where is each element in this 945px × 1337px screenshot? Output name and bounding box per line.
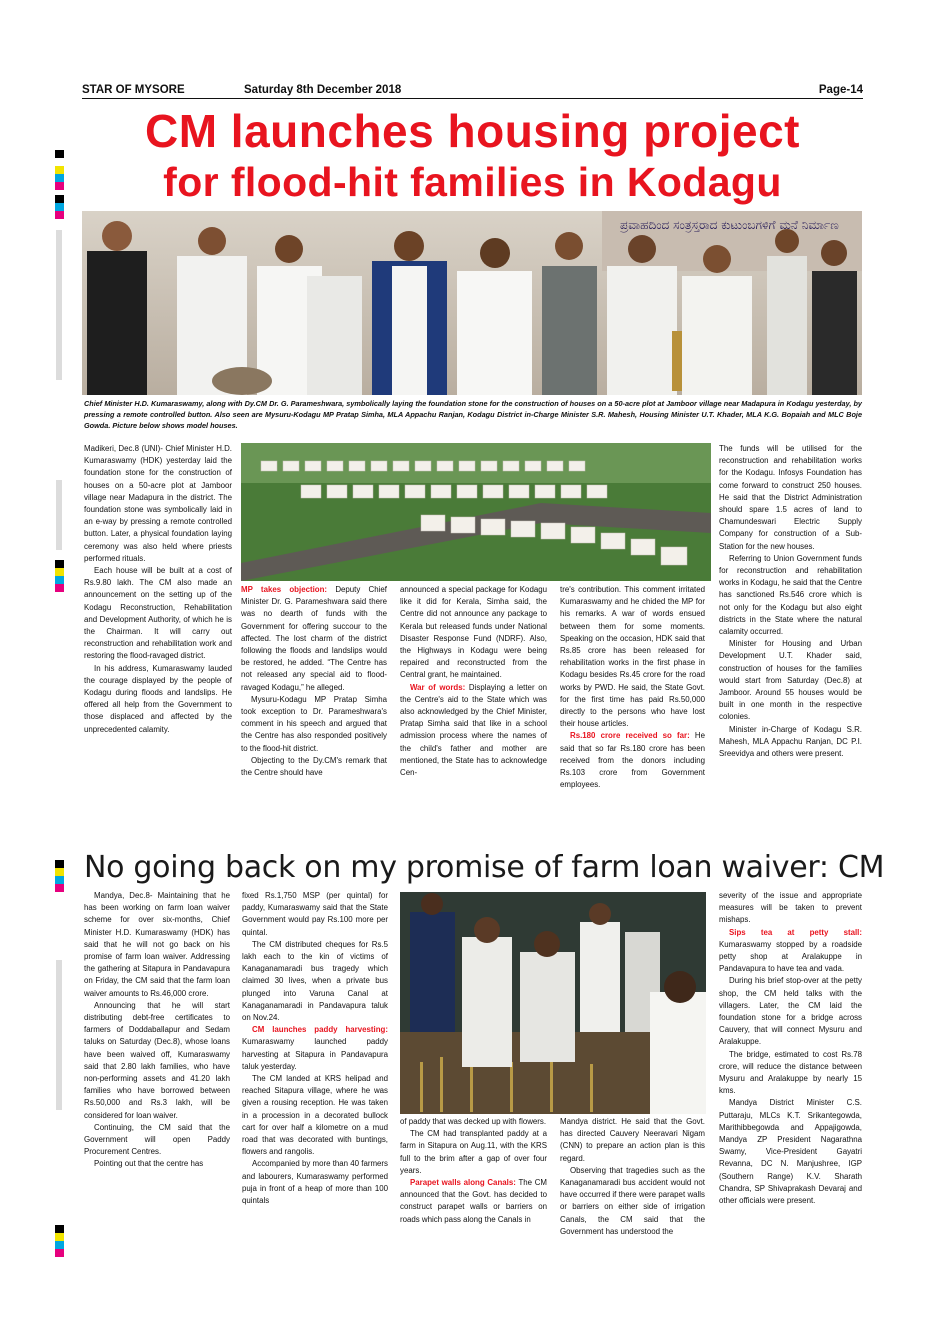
paragraph: Continuing, the CM said that the Government will open Paddy Procurement Centres. — [84, 1122, 230, 1157]
gray-bar-left-2 — [56, 480, 62, 550]
paragraph: Mysuru-Kodagu MP Pratap Simha took exception to Dr. Parameshwara's comment in his speech and argued that the Centre has also responded positively to the flood-hit district. — [241, 694, 387, 753]
subhead-parapet-walls: Parapet walls along Canals: — [410, 1178, 516, 1188]
paragraph: Displaying a letter on the Centre's aid to the State which was also acknowledged by the Chief Minister, Pratap Simha said that like in a school admission process where the names of the child's father and mother are mentioned, the State has to acknowledge Cen- — [400, 682, 548, 778]
registration-mark-bottom — [55, 1225, 64, 1257]
paragraph: The CM distributed cheques for Rs.5 lakh each to the kin of victims of Kanaganamaradi bus tragedy which claimed 30 lives, when a private bus plunged into Varuna Canal at Kanaganamaradi in Pandavapura taluk on Nov.24. — [242, 939, 388, 1023]
story2-headline: No going back on my promise of farm loan waiver: CM — [84, 850, 885, 885]
paragraph: The CM landed at KRS helipad and reached Sitapura village, where he was given a rousing reception. He was taken in a procession in a decorated bullock cart for over half a kilometre on a mud road that was decorated with buntings, flowers and rangolis. — [242, 1074, 388, 1157]
paragraph: Mandya District Minister C.S. Puttaraju, MLCs K.T. Srikantegowda, Marithibbegowda and Appajigowda, Mandya ZP President Nagarathna Swamy, Vice-President Gayatri Revanna, DC N. Manjushree, IGP (Southern Range) K.V. Sharath Chandra, SP Shivaprakash Devaraj and other officials were present. — [719, 1098, 862, 1206]
headline-line-1: CM launches housing project — [144, 105, 800, 157]
paragraph: Madikeri, Dec.8 (UNI)- Chief Minister H.D. Kumaraswamy (HDK) yesterday laid the foundation stone for the construction of houses on a 50-acre plot at Jamboor village near Madapura in the district. The foundation stone was symbolically laid in an e-way by pressing a remote controlled button. Later, a physical foundation laying ceremony was also held where priests performed rituals. — [84, 444, 232, 563]
story2-column-4 — [560, 1116, 705, 1238]
paragraph: Minister for Housing and Urban Development U.T. Khader said, construction of houses for the families would start from Saturday (Dec.8) at Jamboor. Around 55 houses would be built in one month in the respective colonies. — [719, 639, 862, 722]
registration-mark-top — [55, 150, 64, 190]
paragraph: announced a special package for Kodagu like it did for Kerala, Simha said, the Centre did not announce any package to Kerala but released funds under National Disaster Response Fund (NDRF). Also, the Highways in Kodagu were being repaired and reconstructed from the Central grant, he maintained. — [400, 585, 547, 680]
subhead-rs180-crore: Rs.180 crore received so far: — [570, 731, 690, 741]
photo-caption: Chief Minister H.D. Kumaraswamy, along with Dy.CM Dr. G. Parameshwara, symbolically laying the foundation stone for the construction of houses on a 50-acre plot at Jamboor village near Madapura in Kodagu yesterday, by pressing a remote controlled button. Also seen are Mysuru-Kodagu MP Pratap Simha, MLA Appachu Ranjan, Kodagu District in-Charge Minister S.R. Mahesh, Housing Minister U.T. Khader, MLA K.G. Bopaiah and MLC Boje Gowda. Picture below shows model houses. — [84, 399, 862, 430]
paragraph: severity of the issue and appropriate measures will be taken to prevent mishaps. — [719, 891, 862, 925]
paragraph: The funds will be utilised for the reconstruction and rehabilitation works for the Kodagu. Infosys Foundation has come forward to construct 250 houses. He said that the District Administration should spare 1.5 acres of land to Chamundeswari Electric Supply Company for construction of a Sub-Station for the new houses. — [719, 444, 862, 551]
subhead-paddy-harvesting: CM launches paddy harvesting: — [252, 1025, 388, 1035]
gray-bar-left-3 — [56, 960, 62, 1110]
banner-text: ಪ್ರವಾಹದಿಂದ ಸಂತ್ರಸ್ತರಾದ ಕುಟುಂಬಗಳಿಗೆ ಮನೆ ನಿರ್ಮಾಣ — [620, 218, 839, 232]
foundation-ceremony-photo — [82, 211, 862, 395]
paragraph: The bridge, estimated to cost Rs.78 crore, will reduce the distance between Mysuru and Aralakuppe by nearly 15 kms. — [719, 1049, 862, 1096]
story1-column-4 — [560, 584, 705, 791]
headline-line-2: for flood-hit families in Kodagu — [163, 159, 782, 205]
story1-column-1 — [84, 443, 232, 736]
paragraph: In his address, Kumaraswamy lauded the courage displayed by the people of Kodagu during floods and landslips. He offered all help from the Government to those displaced and affected by the unprecedented calamity. — [84, 663, 232, 734]
paragraph: fixed Rs.1,750 MSP (per quintal) for paddy, Kumaraswamy said that the State Government would pay Rs.100 more per quintal. — [242, 891, 388, 937]
paragraph: Accompanied by more than 40 farmers and labourers, Kumaraswamy performed puja in front of a heap of more than 100 quintals — [242, 1159, 388, 1206]
registration-mark-mid — [55, 560, 64, 592]
page-number: Page-14 — [818, 84, 863, 96]
paragraph: The CM had transplanted paddy at a farm in Sitapura on Aug.11, with the KRS full to the brim after a gap of over four years. — [400, 1129, 547, 1175]
subhead-mp-objection: MP takes objection: — [241, 585, 328, 594]
paragraph: of paddy that was decked up with flowers. — [400, 1117, 547, 1126]
story1-column-2 — [241, 584, 387, 779]
paddy-harvest-photo — [400, 892, 706, 1114]
gray-bar-left — [56, 230, 62, 380]
paragraph: During his brief stop-over at the petty shop, the CM held talks with the villagers. Later, the CM laid the foundation stone for a bridge across Cauvery, that will connect Mysuru and Aralakuppe. — [719, 976, 862, 1047]
paragraph: tre's contribution. This comment irritated Kumaraswamy and he chided the MP for his remarks. A war of words ensued between them for some moments. Speaking on the occasion, HDK said that Rs.85 crore has been released for rehabilitation works in the first phase in Kodagu besides Rs.45 crore for the road works by PWD. He said, the State Govt. for the first time has paid Rs.50,000 directly to the persons who have lost their house articles. — [560, 585, 705, 729]
paragraph: Announcing that he will start distributing debt-free certificates to farmers of Doddaballapur and Sedam taluks on Saturday (Dec.8), whose loans have been waived off, Kumaraswamy said that 2.80 lakh families, who have non-performing assets and 41.20 lakh families who have borrowed between Rs.50,000 and Rs.3 lakh, will be considered for loan waiver. — [84, 1000, 230, 1120]
paragraph: Observing that tragedies such as the Kanaganamaradi bus accident would not have occurred if there were parapet walls or barriers on either side of irrigation Canals, the CM said that the Government has understood the — [560, 1165, 705, 1236]
paragraph: Referring to Union Government funds for reconstruction and rehabilitation works in Kodagu, he said that the Centre has sanctioned Rs.546 crore which is not only for the Kodagu but also eight districts in the State where the natural calamity occurred. — [719, 553, 862, 637]
registration-mark-top-2 — [55, 195, 64, 219]
paragraph: Minister in-Charge of Kodagu S.R. Mahesh, MLA Appachu Ranjan, DC P.I. Sreevidya and others were present. — [719, 724, 862, 759]
paragraph: Each house will be built at a cost of Rs.9.80 lakh. The CM also made an announcement on the setting up of the Kodagu Reconstruction, Rehabilitation and Development Authority, of which he is the Chairman. It will carry out reconstruction and rehabilitation work and restoring the flood-ravaged district. — [84, 566, 232, 661]
subhead-war-of-words: War of words: — [410, 682, 466, 692]
story2-column-1 — [84, 890, 230, 1171]
paragraph: Mandya district. He said that the Govt. has directed Cauvery Neeravari Nigam (CNN) to prepare an action plan is this regard. — [560, 1117, 705, 1163]
paragraph: Kumaraswamy launched paddy harvesting at Sitapura in Pandavapura taluk yesterday. — [242, 1037, 388, 1071]
story2-column-5 — [719, 890, 862, 1207]
paragraph: The CM announced that the Govt. has decided to construct parapet walls or barriers on roads which pass along the Canals in — [400, 1178, 547, 1224]
paragraph: Kumaraswamy stopped by a roadside petty shop at Aralakuppe in Pandavapura to have tea and vada. — [719, 939, 862, 974]
story2-column-3 — [400, 1116, 547, 1226]
registration-mark-mid-2 — [55, 860, 64, 892]
story1-column-3 — [400, 584, 547, 779]
paragraph: Deputy Chief Minister Dr. G. Parameshwara said there was no dearth of funds with the Government for offering succour to the affected. The lost charm of the district following the floods and landslips would be restored, he added. “The Centre has not released any special aid to flood-ravaged Kodagu,” he alleged. — [241, 585, 387, 692]
paragraph: Pointing out that the centre has — [94, 1159, 204, 1169]
story2-column-2 — [242, 890, 388, 1207]
issue-date: Saturday 8th December 2018 — [244, 84, 402, 96]
paragraph: Mandya, Dec.8- Maintaining that he has been working on farm loan waiver scheme for over six-months, Chief Minister H.D. Kumaraswamy (HDK) has said that he will not go back on his promise of farm loan waiver. Addressing the gathering at Sitapura in Pandavapura on Friday, the CM said that the farm loan waiver amounts to Rs.46,000 crore. — [84, 891, 230, 998]
page-header — [82, 84, 863, 99]
story1-column-5 — [719, 443, 862, 760]
paragraph: He said that so far Rs.180 crore has been received from the donors including Rs.103 crore from Government employees. — [560, 731, 705, 790]
paragraph: Objecting to the Dy.CM's remark that the Centre should have — [241, 755, 387, 778]
paper-name: STAR OF MYSORE — [82, 84, 185, 96]
model-houses-photo — [241, 443, 711, 581]
subhead-sips-tea: Sips tea at petty stall: — [729, 927, 862, 937]
